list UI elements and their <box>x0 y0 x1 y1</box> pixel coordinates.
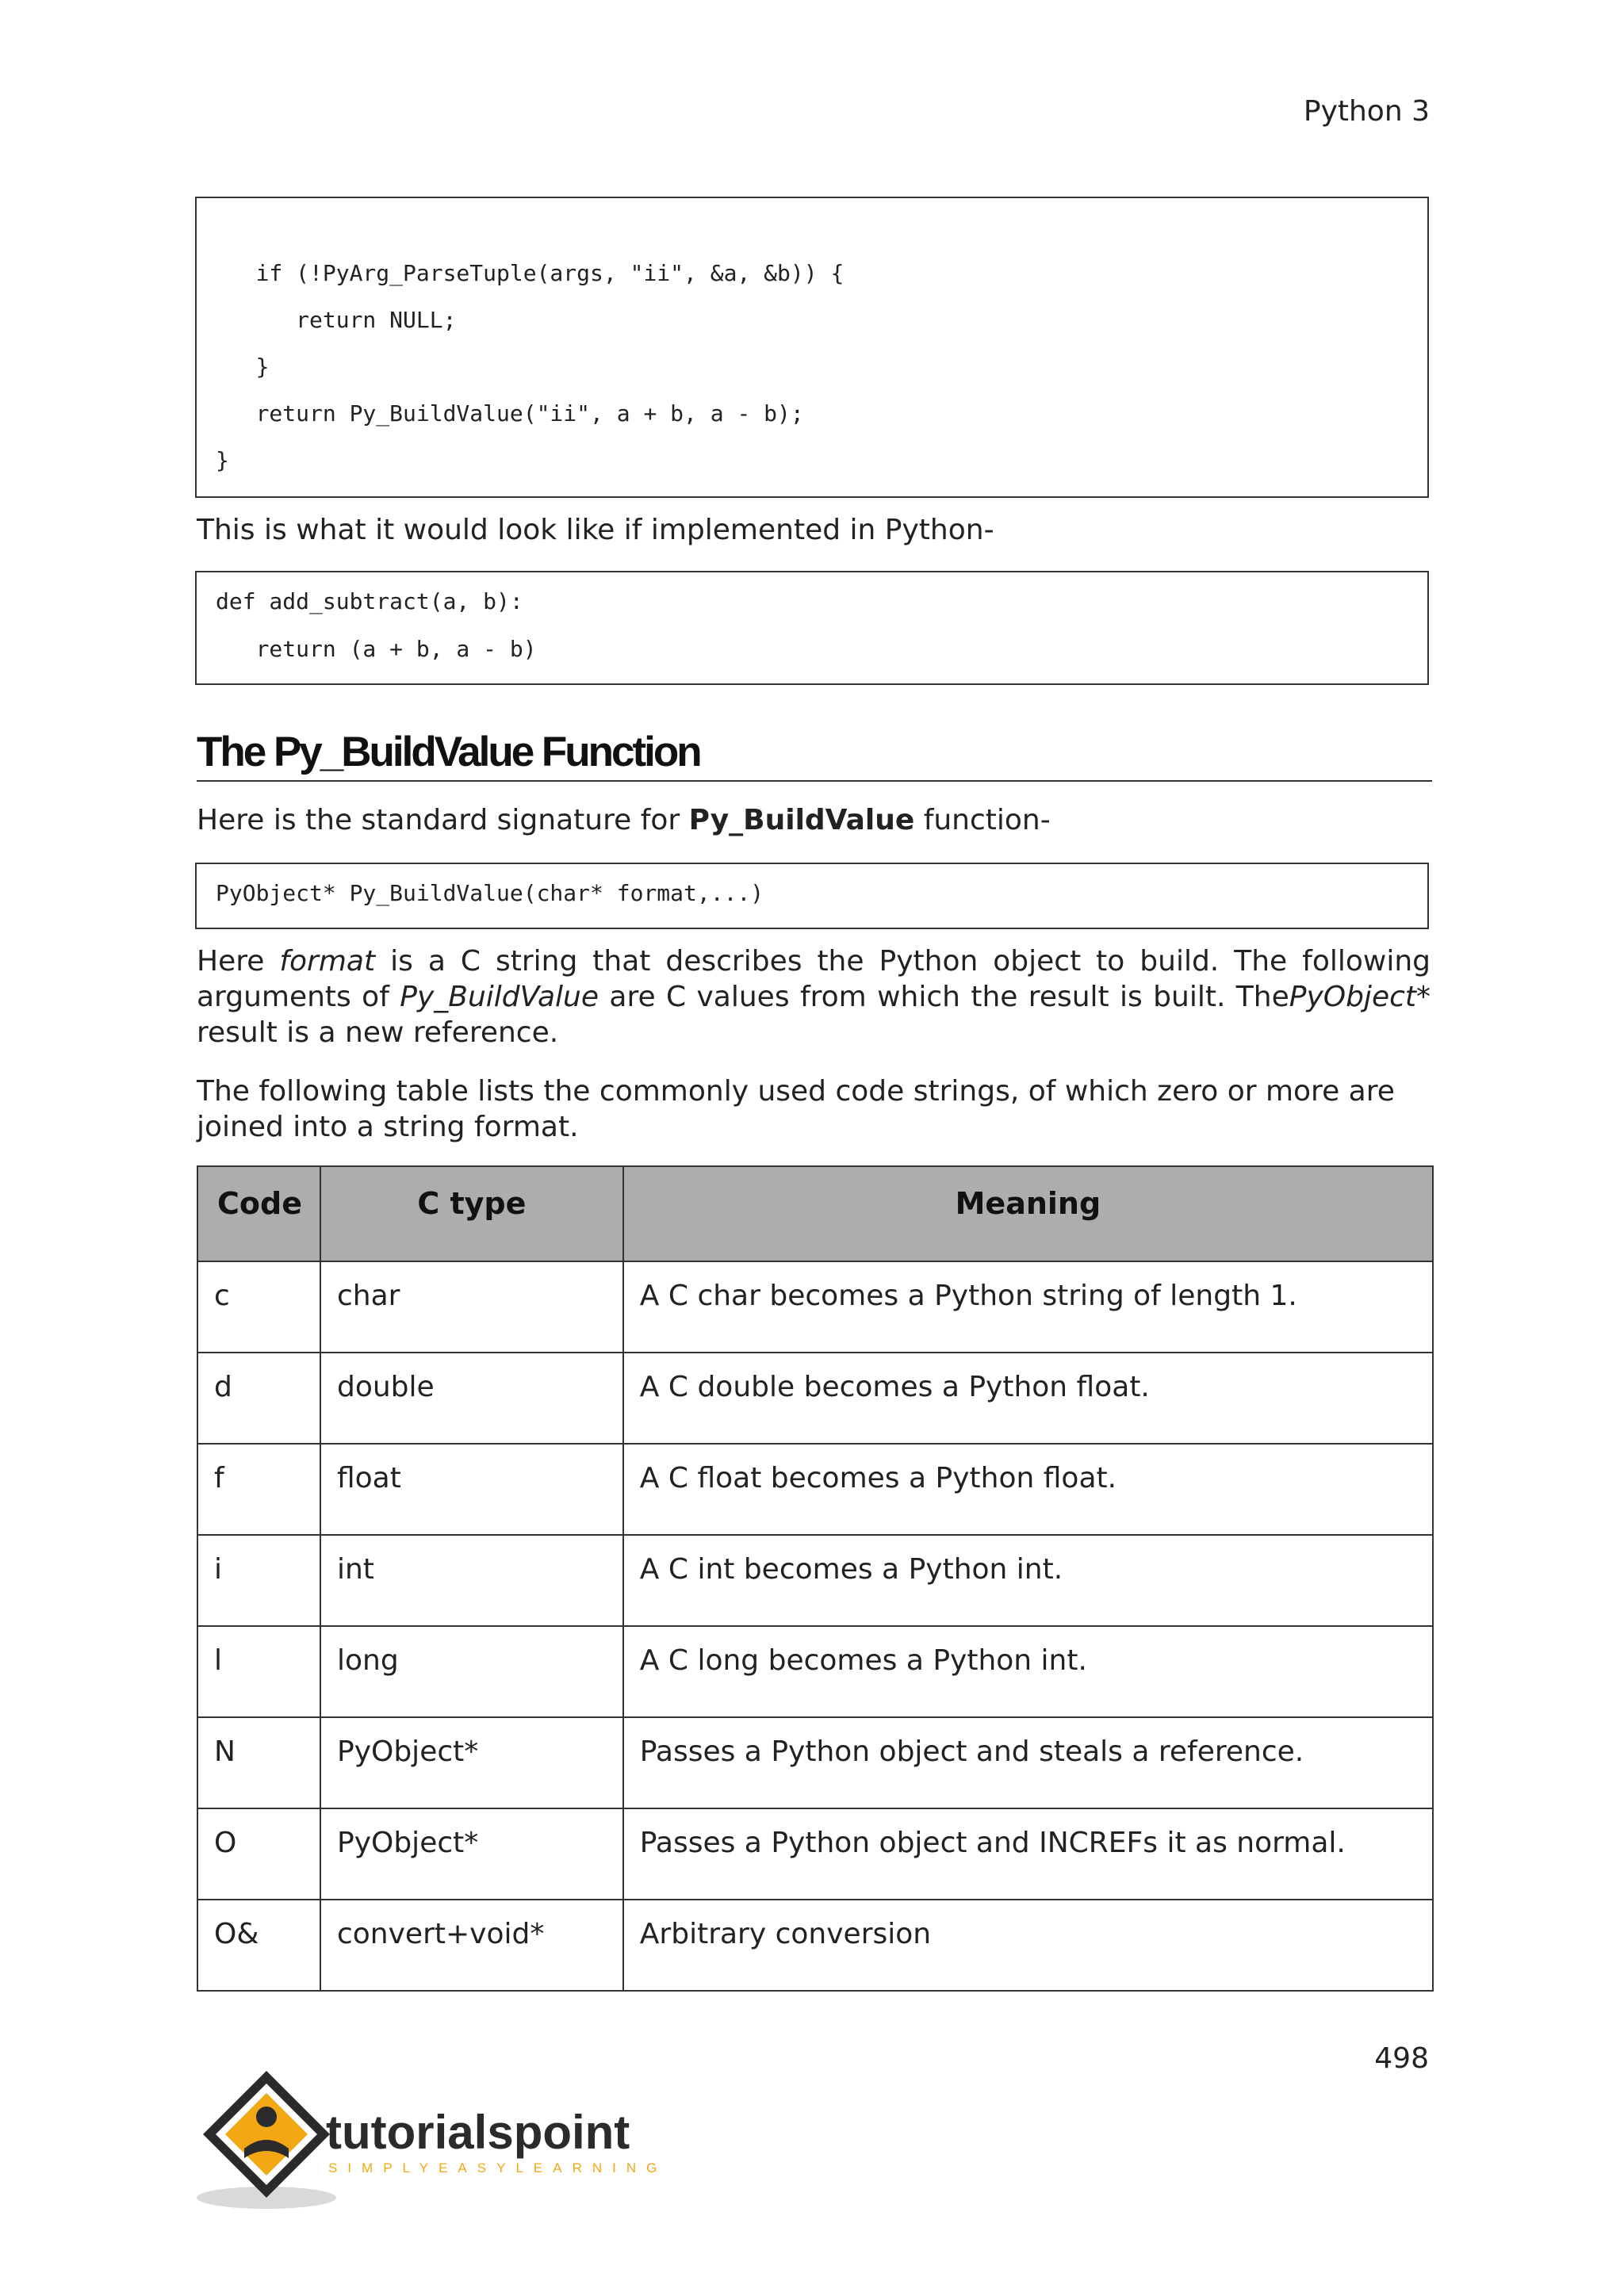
cell-code: N <box>197 1717 320 1808</box>
cell-ctype: PyObject* <box>320 1717 623 1808</box>
tutorialspoint-logo <box>195 2069 671 2215</box>
cell-ctype: long <box>320 1626 623 1717</box>
cell-code: i <box>197 1535 320 1626</box>
cell-ctype: PyObject* <box>320 1808 623 1900</box>
code-line: } <box>216 447 229 473</box>
signature-intro-suffix: function- <box>914 804 1051 836</box>
text-run: are C values from which the result is built. The <box>599 981 1289 1013</box>
cell-meaning: A C int becomes a Python int. <box>623 1535 1433 1626</box>
cell-code: f <box>197 1444 320 1535</box>
signature-intro-text: Here is the standard signature for <box>197 804 689 836</box>
intro-text: This is what it would look like if implemented in Python- <box>197 514 994 546</box>
cell-code: O& <box>197 1900 320 1991</box>
table-row <box>197 1444 1433 1535</box>
cell-meaning: A C float becomes a Python float. <box>623 1444 1433 1535</box>
cell-meaning: A C double becomes a Python float. <box>623 1353 1433 1444</box>
format-description <box>197 943 1431 1050</box>
cell-meaning: Passes a Python object and steals a reference. <box>623 1717 1433 1808</box>
table-row <box>197 1900 1433 1991</box>
table-row <box>197 1535 1433 1626</box>
italic-term: Py_BuildValue <box>400 981 599 1013</box>
table-row <box>197 1626 1433 1717</box>
text-run: result is a new reference. <box>197 1016 559 1049</box>
page-number: 498 <box>1374 2042 1429 2075</box>
running-header: Python 3 <box>1303 95 1430 128</box>
table-intro: The following table lists the commonly used code strings, of which zero or more are joined into a string format. <box>197 1075 1395 1143</box>
cell-ctype: convert+void* <box>320 1900 623 1991</box>
text-run: is a C string that describes the Python object to build. The following arguments of <box>197 945 1431 1013</box>
cell-code: d <box>197 1353 320 1444</box>
section-heading: The Py_BuildValue Function <box>197 728 1432 782</box>
cell-meaning: A C char becomes a Python string of length 1. <box>623 1261 1433 1353</box>
cell-meaning: Passes a Python object and INCREFs it as normal. <box>623 1808 1433 1900</box>
italic-term: PyObject* <box>1289 981 1431 1013</box>
table-row <box>197 1353 1433 1444</box>
cell-meaning: A C long becomes a Python int. <box>623 1626 1433 1717</box>
logo-text: tutorialspoint <box>326 2106 630 2159</box>
italic-term: format <box>279 945 376 978</box>
code-line: return Py_BuildValue("ii", a + b, a - b); <box>216 400 804 427</box>
code-line: } <box>216 354 270 380</box>
cell-code: c <box>197 1261 320 1353</box>
code-line: def add_subtract(a, b): <box>216 588 523 614</box>
header-meaning: Meaning <box>623 1166 1433 1261</box>
logo-tagline: SIMPLYEASYLEARNING <box>328 2160 668 2175</box>
code-line: if (!PyArg_ParseTuple(args, "ii", &a, &b)) { <box>216 260 845 286</box>
table-row <box>197 1261 1433 1353</box>
code-block-c <box>195 197 1429 498</box>
code-block-signature <box>195 863 1429 929</box>
code-line: return (a + b, a - b) <box>216 636 537 662</box>
cell-ctype: char <box>320 1261 623 1353</box>
table-row <box>197 1717 1433 1808</box>
signature-intro <box>197 802 1431 838</box>
code-line: return NULL; <box>216 307 457 333</box>
format-codes-table <box>197 1165 1434 1992</box>
table-row <box>197 1808 1433 1900</box>
cell-ctype: int <box>320 1535 623 1626</box>
code-block-python <box>195 571 1429 685</box>
text-run: Here <box>197 945 280 978</box>
cell-ctype: float <box>320 1444 623 1535</box>
cell-code: O <box>197 1808 320 1900</box>
header-ctype: C type <box>320 1166 623 1261</box>
code-line: PyObject* Py_BuildValue(char* format,...) <box>216 880 764 906</box>
header-code: Code <box>197 1166 320 1261</box>
cell-code: l <box>197 1626 320 1717</box>
signature-function-name: Py_BuildValue <box>688 804 915 836</box>
cell-ctype: double <box>320 1353 623 1444</box>
cell-meaning: Arbitrary conversion <box>623 1900 1433 1991</box>
table-header-row <box>197 1166 1433 1261</box>
logo-mark-icon <box>195 2069 671 2212</box>
